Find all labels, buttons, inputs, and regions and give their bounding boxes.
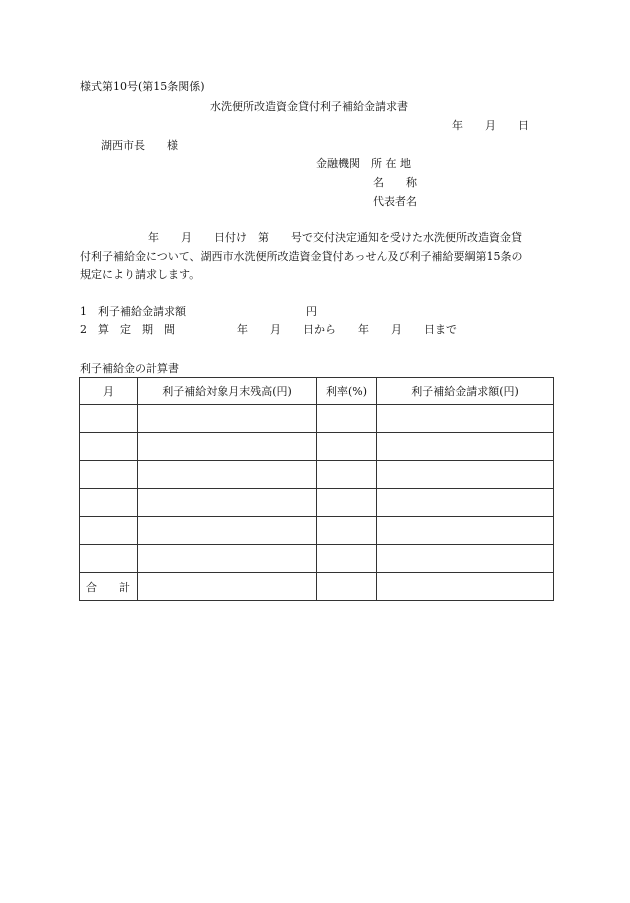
table-caption: 利子補給金の計算書 (80, 362, 179, 375)
rate-cell[interactable] (317, 545, 377, 573)
total-rate-cell[interactable] (317, 573, 377, 601)
month-cell[interactable] (80, 461, 138, 489)
table-row (80, 405, 554, 433)
claim-cell[interactable] (377, 517, 554, 545)
table-row (80, 517, 554, 545)
table-total-row (80, 573, 554, 601)
table-row (80, 433, 554, 461)
interest-calculation-table (79, 377, 554, 601)
calculation-period-label: 2 算 定 期 間 (80, 323, 175, 336)
header-interest-rate: 利率(%) (317, 378, 377, 405)
rate-cell[interactable] (317, 517, 377, 545)
total-label: 合 計 (80, 573, 138, 601)
sender-name-label: 名 称 (373, 176, 417, 189)
month-cell[interactable] (80, 433, 138, 461)
body-line-3: 規定により請求します。 (80, 268, 201, 281)
date-line: 年 月 日 (452, 119, 529, 132)
total-claim-cell[interactable] (377, 573, 554, 601)
header-claim-amount: 利子補給金請求額(円) (377, 378, 554, 405)
request-body-paragraph (80, 229, 554, 285)
balance-cell[interactable] (138, 545, 317, 573)
claim-cell[interactable] (377, 545, 554, 573)
addressee: 湖西市長 様 (101, 139, 178, 152)
form-number: 様式第10号(第15条関係) (80, 80, 205, 93)
header-month-end-balance: 利子補給対象月末残高(円) (138, 378, 317, 405)
claim-cell[interactable] (377, 433, 554, 461)
balance-cell[interactable] (138, 461, 317, 489)
claim-cell[interactable] (377, 461, 554, 489)
total-balance-cell[interactable] (138, 573, 317, 601)
sender-representative-label: 代表者名 (373, 195, 417, 208)
balance-cell[interactable] (138, 489, 317, 517)
balance-cell[interactable] (138, 405, 317, 433)
table-header-row (80, 378, 554, 405)
document-title: 水洗便所改造資金貸付利子補給金請求書 (210, 100, 408, 113)
rate-cell[interactable] (317, 405, 377, 433)
header-month: 月 (80, 378, 138, 405)
body-line-1: 年 月 日付け 第 号で交付決定通知を受けた水洗便所改造資金貸 (148, 231, 522, 244)
month-cell[interactable] (80, 545, 138, 573)
body-line-2: 付利子補給金について、湖西市水洗便所改造資金貸付あっせん及び利子補給要綱第15条の (80, 249, 523, 263)
table-row (80, 489, 554, 517)
rate-cell[interactable] (317, 489, 377, 517)
claim-amount-unit: 円 (306, 305, 317, 318)
sender-address-label: 金融機関 所 在 地 (316, 157, 411, 170)
month-cell[interactable] (80, 517, 138, 545)
calculation-period-value: 年 月 日から 年 月 日まで (237, 323, 457, 336)
table-row (80, 461, 554, 489)
table-row (80, 545, 554, 573)
claim-cell[interactable] (377, 405, 554, 433)
claim-amount-label: 1 利子補給金請求額 (80, 305, 186, 318)
rate-cell[interactable] (317, 461, 377, 489)
month-cell[interactable] (80, 489, 138, 517)
month-cell[interactable] (80, 405, 138, 433)
balance-cell[interactable] (138, 433, 317, 461)
balance-cell[interactable] (138, 517, 317, 545)
rate-cell[interactable] (317, 433, 377, 461)
claim-cell[interactable] (377, 489, 554, 517)
